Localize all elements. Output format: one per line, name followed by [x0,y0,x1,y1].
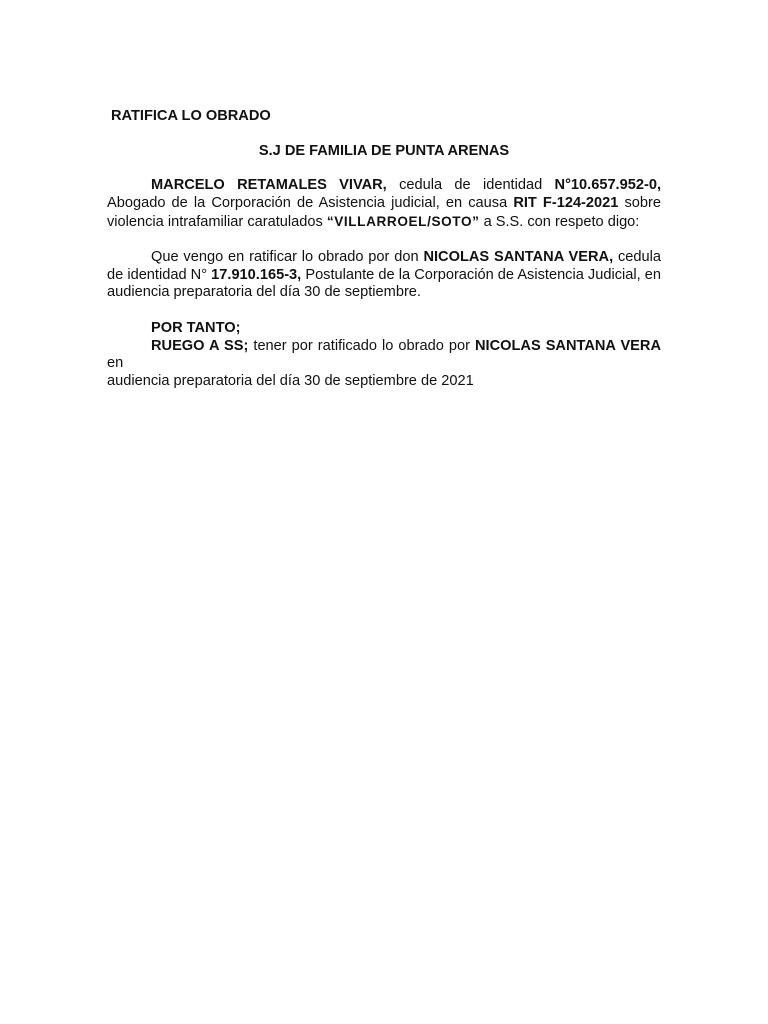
paragraph-text: Abogado de la Corporación de Asistencia judicial, en causa [107,194,514,211]
postulant-name-request: NICOLAS SANTANA VERA [475,337,661,354]
paragraph-text: tener por ratificado lo obrado por [248,337,475,354]
paragraph-text: cedula de identidad [386,177,555,193]
paragraph-text: sobre violencia intrafamiliar caratulados [107,194,662,230]
document-body [107,177,661,391]
lawyer-name: MARCELO RETAMALES VIVAR, [151,177,387,193]
postulant-id-number: 17.910.165-3, [211,266,302,283]
lawyer-id-number: N°10.657.952-0, [554,177,661,193]
case-caption: “VILLARROEL/SOTO” [326,213,480,229]
paragraph-text: Postulante de la Corporación de Asistencia Judicial, en audiencia preparatoria del día 30 de septiembre. [107,266,661,301]
paragraph-text: a S.S. con respeto digo: [479,213,640,230]
document-title: RATIFICA LO OBRADO [111,108,271,124]
paragraph-text: en [107,355,124,372]
paragraph-text: cedula de identidad N° [107,248,661,283]
case-rit: RIT F-124-2021 [513,194,619,211]
paragraph-text: Que vengo en ratificar lo obrado por don [151,248,424,265]
paragraph-gap [107,231,661,249]
ruego-heading: RUEGO A SS; [151,337,249,354]
postulant-name: NICOLAS SANTANA VERA, [423,248,614,265]
request-line [107,338,661,374]
paragraph-ratification [107,249,661,302]
request-line-continuation: audiencia preparatoria del día 30 de septiembre de 2021 [107,373,474,390]
paragraph-appearance [107,177,661,231]
por-tanto-heading: POR TANTO; [151,319,241,336]
paragraph-gap [107,302,661,320]
court-heading: S.J DE FAMILIA DE PUNTA ARENAS [258,143,510,159]
